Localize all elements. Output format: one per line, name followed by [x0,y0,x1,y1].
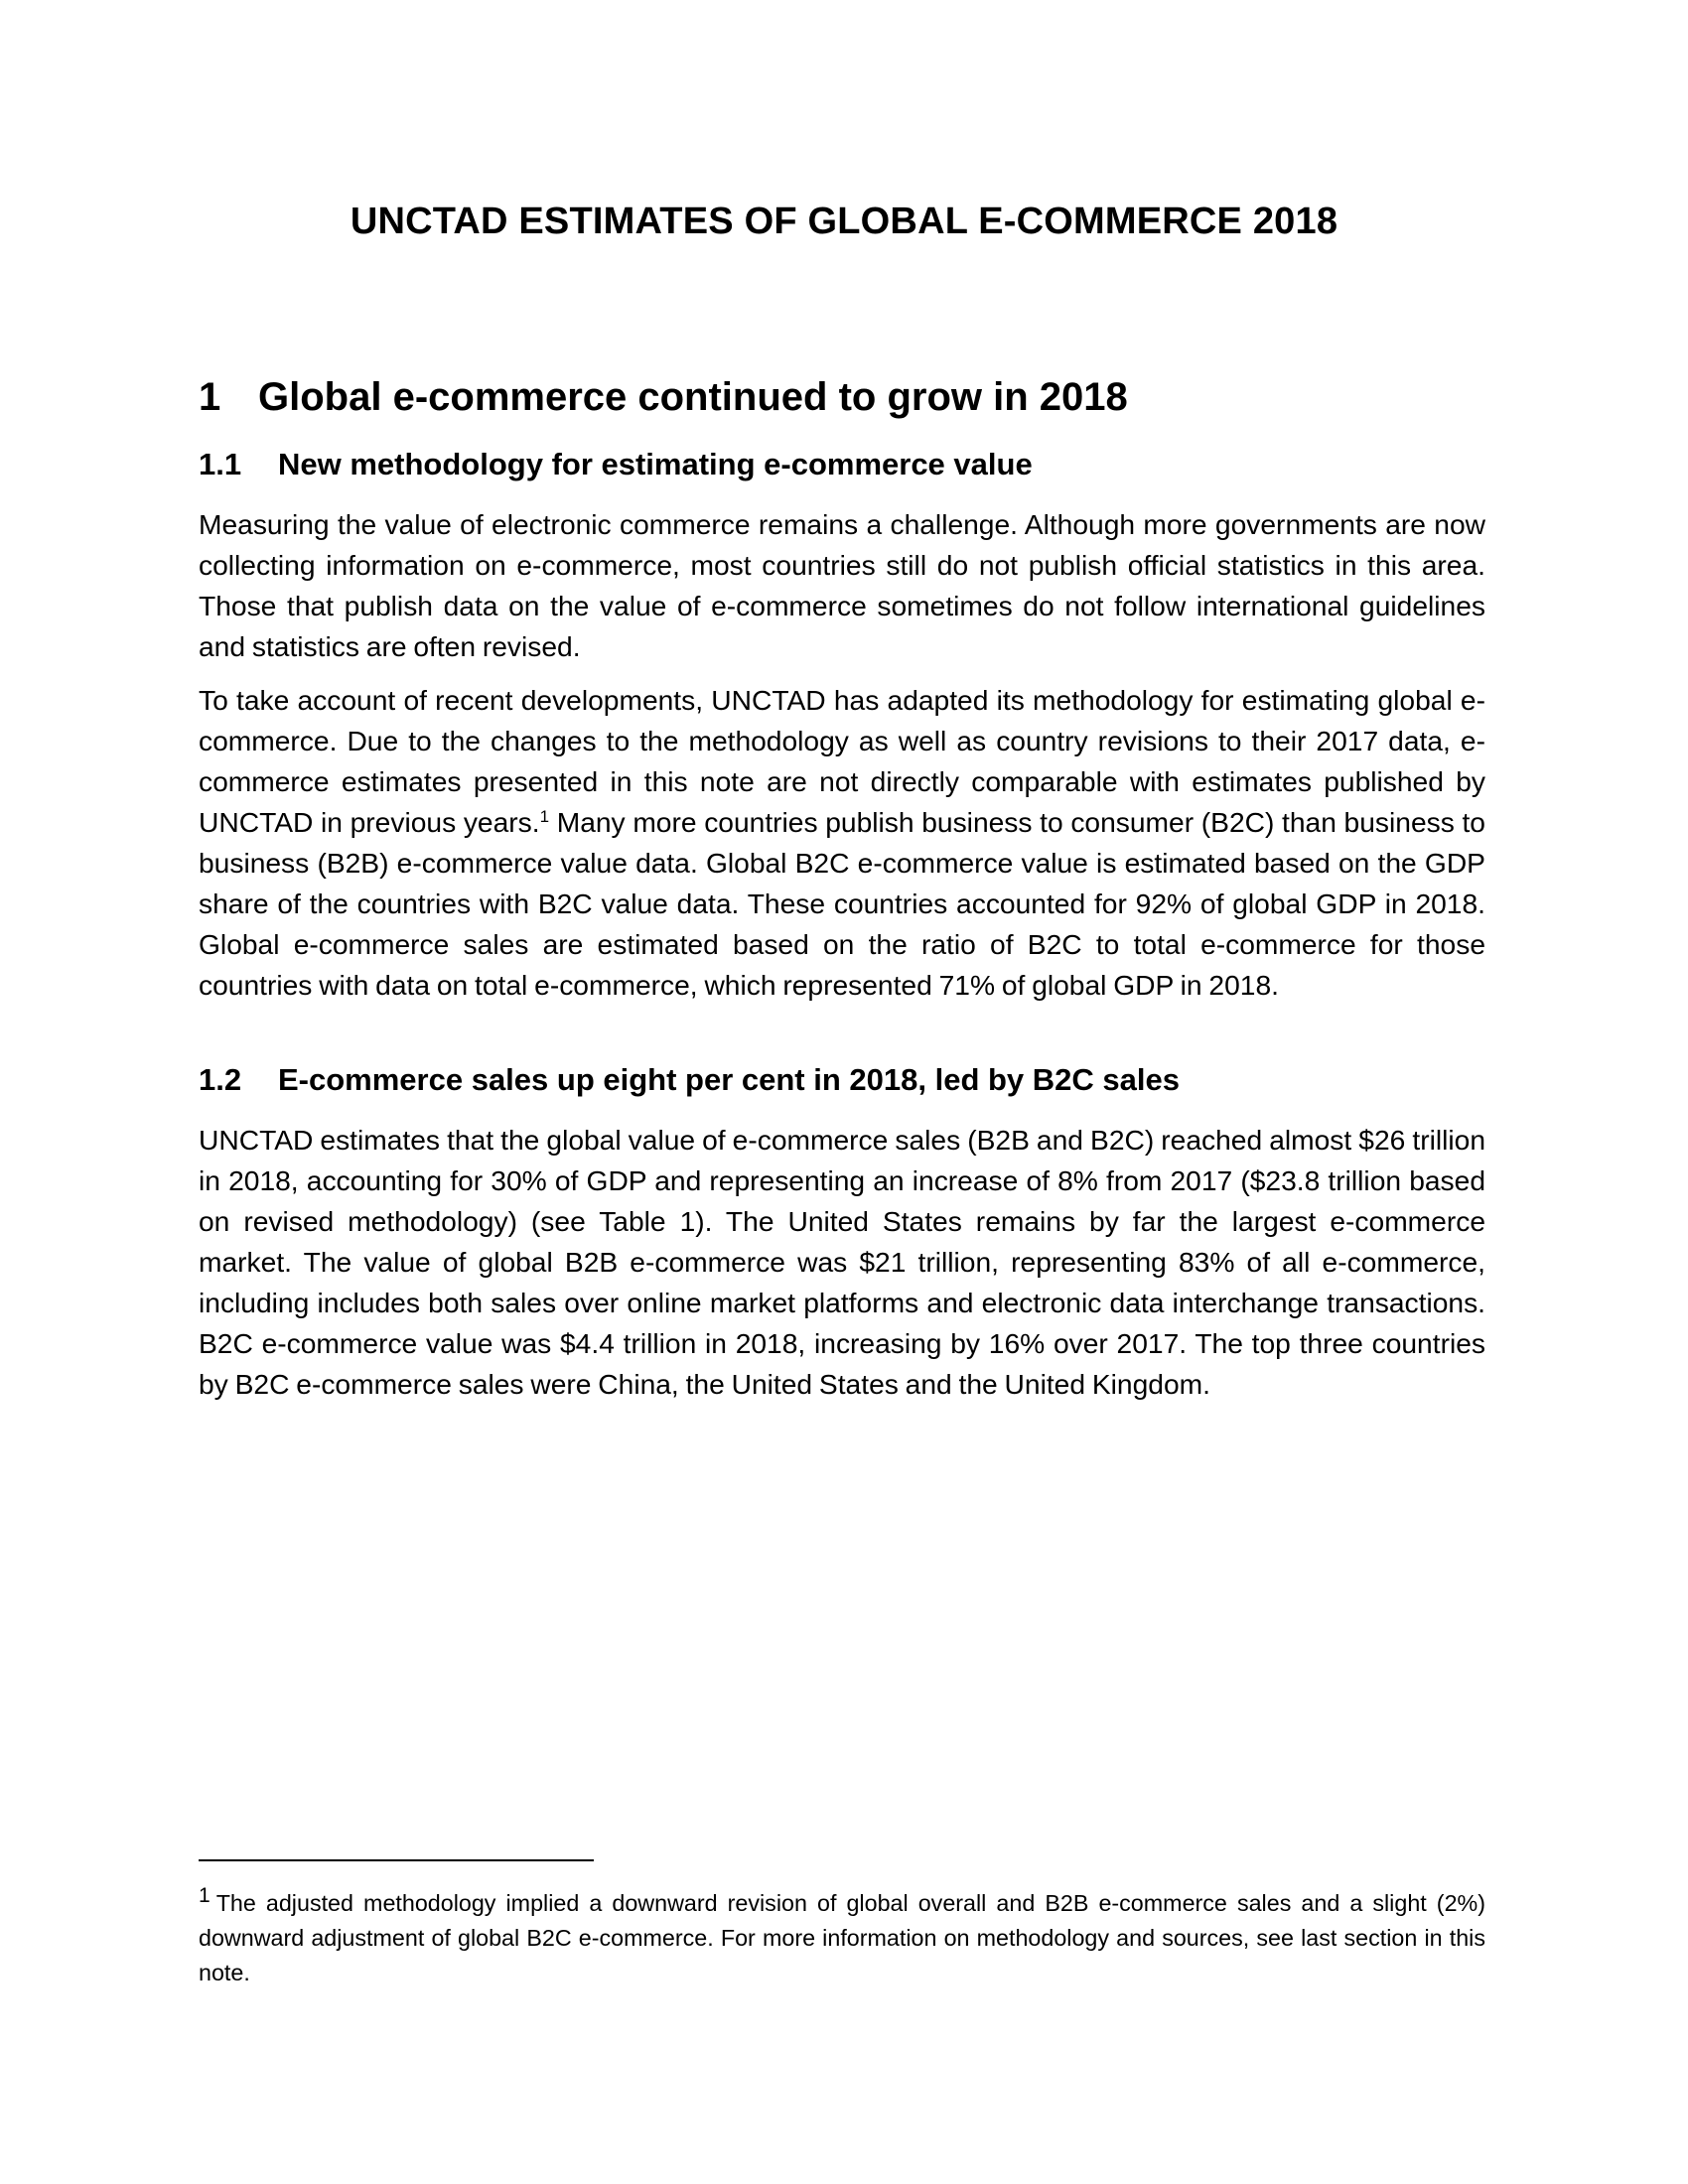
paragraph-methodology-part1: To take account of recent developments, UNCTAD has adapted its methodology for estimating global e-commerce. Due to the changes to the methodology as well as country revisions to their 2017 data, e-commerce estimates presented in this note are not directly comparable with estimates published by UNCTAD in previous years. [199,684,1485,838]
document-title: UNCTAD ESTIMATES OF GLOBAL E-COMMERCE 2018 [350,201,1338,242]
paragraph-sales-estimates: UNCTAD estimates that the global value of e-commerce sales (B2B and B2C) reached almost $26 trillion in 2018, accounting for 30% of GDP and representing an increase of 8% from 2017 ($23.8 trillion based on revised methodology) (see Table 1). The United States remains by far the largest e-commerce market. The value of global B2B e-commerce was $21 trillion, representing 83% of all e-commerce, including includes both sales over online market platforms and electronic data interchange transactions. B2C e-commerce value was $4.4 trillion in 2018, increasing by 16% over 2017. The top three countries by B2C e-commerce sales were China, the United States and the United Kingdom. [199,1124,1485,1400]
subsection-heading-1-2 [199,1062,1180,1098]
footnote-number: 1 [199,1884,211,1907]
footnote [199,1878,1485,1990]
footnote-text: The adjusted methodology implied a downward revision of global overall and B2B e-commerce sales and a slight (2%) downward adjustment of global B2C e-commerce. For more information on methodology and sources, see last section in this note. [199,1889,1485,1985]
subsection-heading-1-1 [199,447,1033,482]
subsection-heading-text: E-commerce sales up eight per cent in 2018, led by B2C sales [278,1062,1180,1097]
footnote-reference[interactable]: 1 [539,807,550,826]
section-heading-text: Global e-commerce continued to grow in 2018 [258,375,1128,419]
paragraph-methodology [199,680,1485,1006]
footnote-separator [199,1859,594,1861]
paragraph-methodology-part2: Many more countries publish business to consumer (B2C) than business to business (B2B) e-commerce value data. Global B2C e-commerce value is estimated based on the GDP share of the countries with B2C value data. These countries accounted for 92% of global GDP in 2018. Global e-commerce sales are estimated based on the ratio of B2C to total e-commerce for those countries with data on total e-commerce, which represented 71% of global GDP in 2018. [199,806,1485,1001]
subsection-heading-text: New methodology for estimating e-commerce value [278,447,1033,481]
paragraph-measuring: Measuring the value of electronic commerce remains a challenge. Although more governments are now collecting information on e-commerce, most countries still do not publish official statistics in this area. Those that publish data on the value of e-commerce sometimes do not follow international guidelines and statistics are often revised. [199,508,1485,662]
subsection-number: 1.1 [199,447,242,481]
section-number: 1 [199,375,221,419]
section-heading-1 [199,375,1128,420]
subsection-number: 1.2 [199,1062,242,1097]
